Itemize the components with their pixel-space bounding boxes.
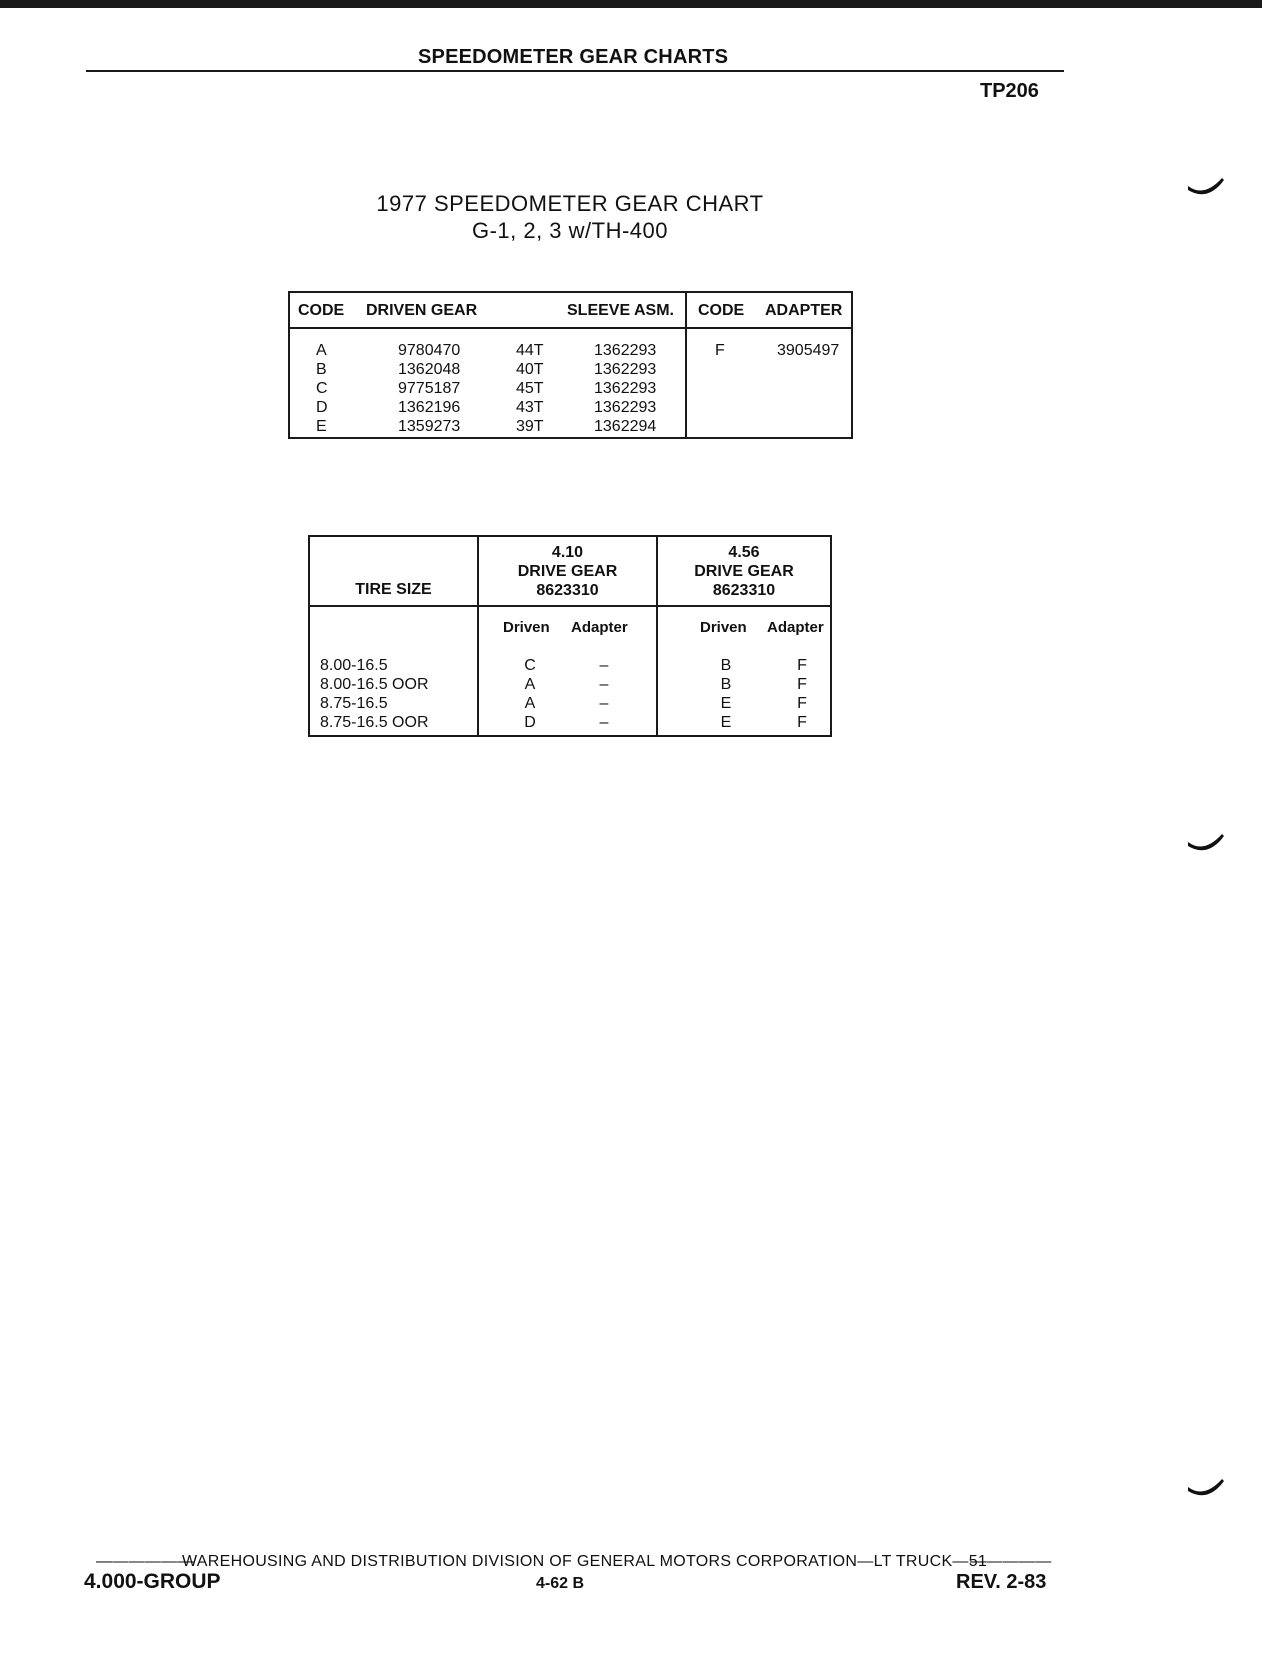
driven-gear-table bbox=[288, 291, 853, 439]
adapter-456: F bbox=[797, 714, 807, 731]
row-sleeve: 1362293 bbox=[594, 399, 657, 416]
chart-title: 1977 SPEEDOMETER GEAR CHART bbox=[376, 191, 764, 216]
table-row bbox=[310, 676, 830, 695]
adapter-456: F bbox=[797, 695, 807, 712]
table-row bbox=[290, 342, 851, 361]
col-header-code: CODE bbox=[298, 302, 345, 319]
page-header-title: SPEEDOMETER GEAR CHARTS bbox=[418, 46, 729, 68]
drive-ratio: 4.56 bbox=[728, 544, 760, 561]
table-row bbox=[290, 361, 851, 380]
row-sleeve: 1362294 bbox=[594, 418, 657, 435]
tire-size: 8.00-16.5 bbox=[320, 657, 388, 674]
chart-subtitle: G-1, 2, 3 w/TH-400 bbox=[471, 218, 669, 243]
table-row bbox=[310, 714, 830, 733]
adapter-456: F bbox=[797, 676, 807, 693]
drive-ratio: 4.10 bbox=[551, 544, 584, 561]
drive-gear-label: DRIVE GEAR bbox=[517, 563, 618, 580]
col-header-sleeve: SLEEVE ASM. bbox=[567, 302, 674, 319]
row-sleeve: 1362293 bbox=[594, 361, 657, 378]
row-sleeve: 1362293 bbox=[594, 342, 657, 359]
row-part: 9780470 bbox=[398, 342, 461, 359]
table-row bbox=[290, 380, 851, 399]
col-header-driven-gear: DRIVEN GEAR bbox=[366, 302, 478, 319]
row-part: 9775187 bbox=[398, 380, 461, 397]
footer-publisher-line: WAREHOUSING AND DISTRIBUTION DIVISION OF GENERAL MOTORS CORPORATION—LT TRUCK—51 bbox=[182, 1553, 988, 1570]
sub-header-driven: Driven bbox=[700, 619, 747, 636]
footer-revision: REV. 2-83 bbox=[956, 1571, 1047, 1593]
tire-size: 8.75-16.5 bbox=[320, 695, 388, 712]
tire-size: 8.75-16.5 OOR bbox=[320, 714, 429, 731]
adapter-410: – bbox=[599, 714, 609, 731]
footer-rule-right: ————— bbox=[970, 1553, 1052, 1570]
row-code: C bbox=[316, 380, 328, 397]
driven-410: A bbox=[524, 676, 536, 693]
row-teeth: 40T bbox=[516, 361, 544, 378]
driven-410: C bbox=[524, 657, 536, 674]
table-row bbox=[310, 695, 830, 714]
adapter-410: – bbox=[599, 695, 609, 712]
row-teeth: 43T bbox=[516, 399, 544, 416]
adapter-part: 3905497 bbox=[777, 342, 840, 359]
row-part: 1359273 bbox=[398, 418, 461, 435]
page-code: TP206 bbox=[980, 80, 1039, 102]
driven-456: B bbox=[720, 657, 732, 674]
footer-rule-left: —————— bbox=[96, 1553, 194, 1570]
table-header-rule bbox=[290, 327, 851, 329]
adapter-456: F bbox=[797, 657, 807, 674]
drive-gear-label: DRIVE GEAR bbox=[694, 563, 794, 580]
row-part: 1362048 bbox=[398, 361, 461, 378]
row-code: D bbox=[316, 399, 328, 416]
adapter-410: – bbox=[599, 657, 609, 674]
footer-page-number: 4-62 B bbox=[536, 1575, 585, 1592]
table-row bbox=[290, 418, 851, 437]
sub-header-adapter: Adapter bbox=[767, 619, 824, 636]
col-header-tire-size: TIRE SIZE bbox=[355, 581, 432, 598]
tire-size-table bbox=[308, 535, 832, 737]
top-border-bar bbox=[0, 0, 1262, 8]
row-part: 1362196 bbox=[398, 399, 461, 416]
drive-gear-456-header bbox=[658, 543, 830, 600]
sub-header-driven: Driven bbox=[503, 619, 550, 636]
row-code: E bbox=[316, 418, 327, 435]
table-row bbox=[310, 657, 830, 676]
driven-456: E bbox=[720, 714, 732, 731]
binder-hole-mark bbox=[1186, 828, 1226, 856]
adapter-code: F bbox=[715, 342, 725, 359]
drive-gear-part: 8623310 bbox=[712, 582, 776, 599]
sub-header-adapter: Adapter bbox=[571, 619, 628, 636]
drive-gear-410-header bbox=[479, 543, 656, 600]
driven-456: E bbox=[720, 695, 732, 712]
table-row bbox=[290, 399, 851, 418]
row-teeth: 45T bbox=[516, 380, 544, 397]
adapter-410: – bbox=[599, 676, 609, 693]
header-rule bbox=[86, 70, 1064, 72]
row-code: A bbox=[316, 342, 327, 359]
binder-hole-mark bbox=[1186, 172, 1226, 200]
binder-hole-mark bbox=[1186, 1473, 1226, 1501]
tire-size: 8.00-16.5 OOR bbox=[320, 676, 429, 693]
col-header-adapter: ADAPTER bbox=[765, 302, 843, 319]
row-sleeve: 1362293 bbox=[594, 380, 657, 397]
driven-410: A bbox=[524, 695, 536, 712]
drive-gear-part: 8623310 bbox=[536, 582, 599, 599]
footer-group: 4.000-GROUP bbox=[84, 1570, 221, 1593]
driven-410: D bbox=[524, 714, 536, 731]
driven-456: B bbox=[720, 676, 732, 693]
row-code: B bbox=[316, 361, 327, 378]
col-header-code-adapter: CODE bbox=[698, 302, 745, 319]
row-teeth: 39T bbox=[516, 418, 544, 435]
table-header-rule bbox=[310, 605, 830, 607]
row-teeth: 44T bbox=[516, 342, 544, 359]
